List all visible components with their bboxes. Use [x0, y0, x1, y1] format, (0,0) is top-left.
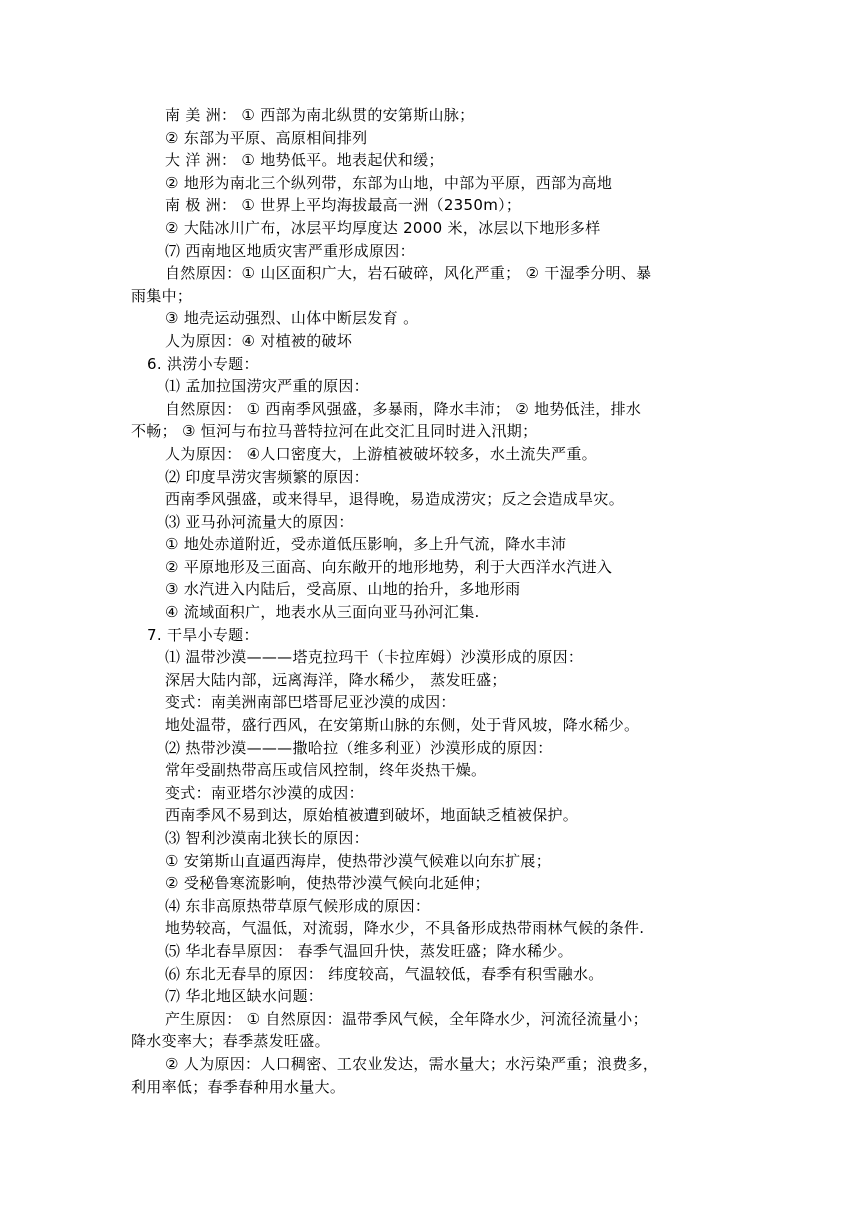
document-body: [131, 104, 731, 1098]
text-line: ⑴ 温带沙漠———塔克拉玛干（卡拉库姆）沙漠形成的原因：: [165, 648, 584, 667]
text-line: 变式：南亚塔尔沙漠的成因：: [165, 783, 364, 802]
text-line: ⑴ 孟加拉国涝灾严重的原因：: [165, 377, 369, 396]
text-line: ③ 地壳运动强烈、山体中断层发育 。: [165, 309, 419, 328]
text-line: ② 平原地形及三面高、向东敞开的地形地势，利于大西洋水汽进入: [165, 557, 613, 576]
text-line: ⑸ 华北春旱原因： 春季气温回升快，蒸发旺盛；降水稀少。: [165, 941, 573, 960]
text-line: ④ 流域面积广，地表水从三面向亚马孙河汇集.: [165, 603, 480, 622]
text-line: 不畅； ③ 恒河与布拉马普特拉河在此交汇且同时进入汛期；: [131, 422, 538, 441]
text-line: ⑵ 热带沙漠———撒哈拉（维多利亚）沙漠形成的原因：: [165, 738, 553, 757]
text-line: ⑷ 东非高原热带草原气候形成的原因：: [165, 896, 431, 915]
text-line: 人为原因：④ 对植被的破坏: [165, 331, 353, 350]
text-line: 深居大陆内部，远离海洋，降水稀少， 蒸发旺盛；: [165, 670, 507, 689]
text-line: 西南季风不易到达，原始植被遭到破坏，地面缺乏植被保护。: [165, 806, 579, 825]
text-line: 自然原因： ① 西南季风强盛，多暴雨，降水丰沛； ② 地势低洼，排水: [165, 399, 642, 418]
text-line: ③ 水汽进入内陆后，受高原、山地的抬升，多地形雨: [165, 580, 521, 599]
text-line: 南 极 洲： ① 世界上平均海拔最高一洲（2350m）；: [165, 196, 522, 215]
text-line: ② 受秘鲁寒流影响，使热带沙漠气候向北延伸；: [165, 874, 490, 893]
text-line: ⑵ 印度旱涝灾害频繁的原因：: [165, 467, 369, 486]
text-line: 6. 洪涝小专题：: [147, 354, 259, 373]
text-line: 7. 干旱小专题：: [147, 625, 259, 644]
text-line: 大 洋 洲： ① 地势低平。地表起伏和缓；: [165, 151, 444, 170]
text-line: ② 东部为平原、高原相间排列: [165, 128, 368, 147]
text-line: 南 美 洲： ① 西部为南北纵贯的安第斯山脉；: [165, 106, 475, 124]
text-line: ⑶ 亚马孙河流量大的原因：: [165, 512, 354, 531]
text-line: ⑶ 智利沙漠南北狭长的原因：: [165, 829, 369, 847]
text-line: 利用率低；春季春种用水量大。: [131, 1077, 346, 1096]
text-line: ② 人为原因：人口稠密、工农业发达，需水量大；水污染严重；浪费多，: [165, 1054, 659, 1073]
text-line: 常年受副热带高压或信风控制，终年炎热干燥。: [165, 761, 487, 780]
text-line: 西南季风强盛，或来得早，退得晚，易造成涝灾；反之会造成旱灾。: [165, 490, 625, 509]
text-line: 地势较高，气温低，对流弱，降水少，不具备形成热带雨林气候的条件.: [165, 919, 645, 938]
text-line: ⑺ 西南地区地质灾害严重形成原因：: [165, 241, 415, 260]
text-line: ⑹ 东北无春旱的原因： 纬度较高，气温较低，春季有积雪融水。: [165, 964, 604, 983]
text-line: ② 地形为南北三个纵列带，东部为山地，中部为平原，西部为高地: [165, 173, 613, 192]
text-line: ⑺ 华北地区缺水问题：: [165, 987, 324, 1006]
text-line: 雨集中；: [131, 286, 193, 305]
text-line: 降水变率大；春季蒸发旺盛。: [131, 1032, 330, 1051]
text-line: 产生原因： ① 自然原因：温带季风气候，全年降水少，河流径流量小；: [165, 1009, 648, 1028]
text-line: 自然原因：① 山区面积广大，岩石破碎，风化严重； ② 干湿季分明、暴: [165, 264, 652, 283]
text-line: ① 地处赤道附近，受赤道低压影响，多上升气流，降水丰沛: [165, 535, 567, 554]
text-line: ② 大陆冰川广布，冰层平均厚度达 2000 米，冰层以下地形多样: [165, 218, 601, 237]
text-line: 地处温带，盛行西风，在安第斯山脉的东侧，处于背风坡，降水稀少。: [165, 716, 640, 735]
text-line: 人为原因： ④人口密度大，上游植被破坏较多，水土流失严重。: [165, 444, 597, 463]
text-line: ① 安第斯山直逼西海岸，使热带沙漠气候难以向东扩展；: [165, 851, 552, 870]
text-line: 变式：南美洲南部巴塔哥尼亚沙漠的成因：: [165, 693, 456, 712]
